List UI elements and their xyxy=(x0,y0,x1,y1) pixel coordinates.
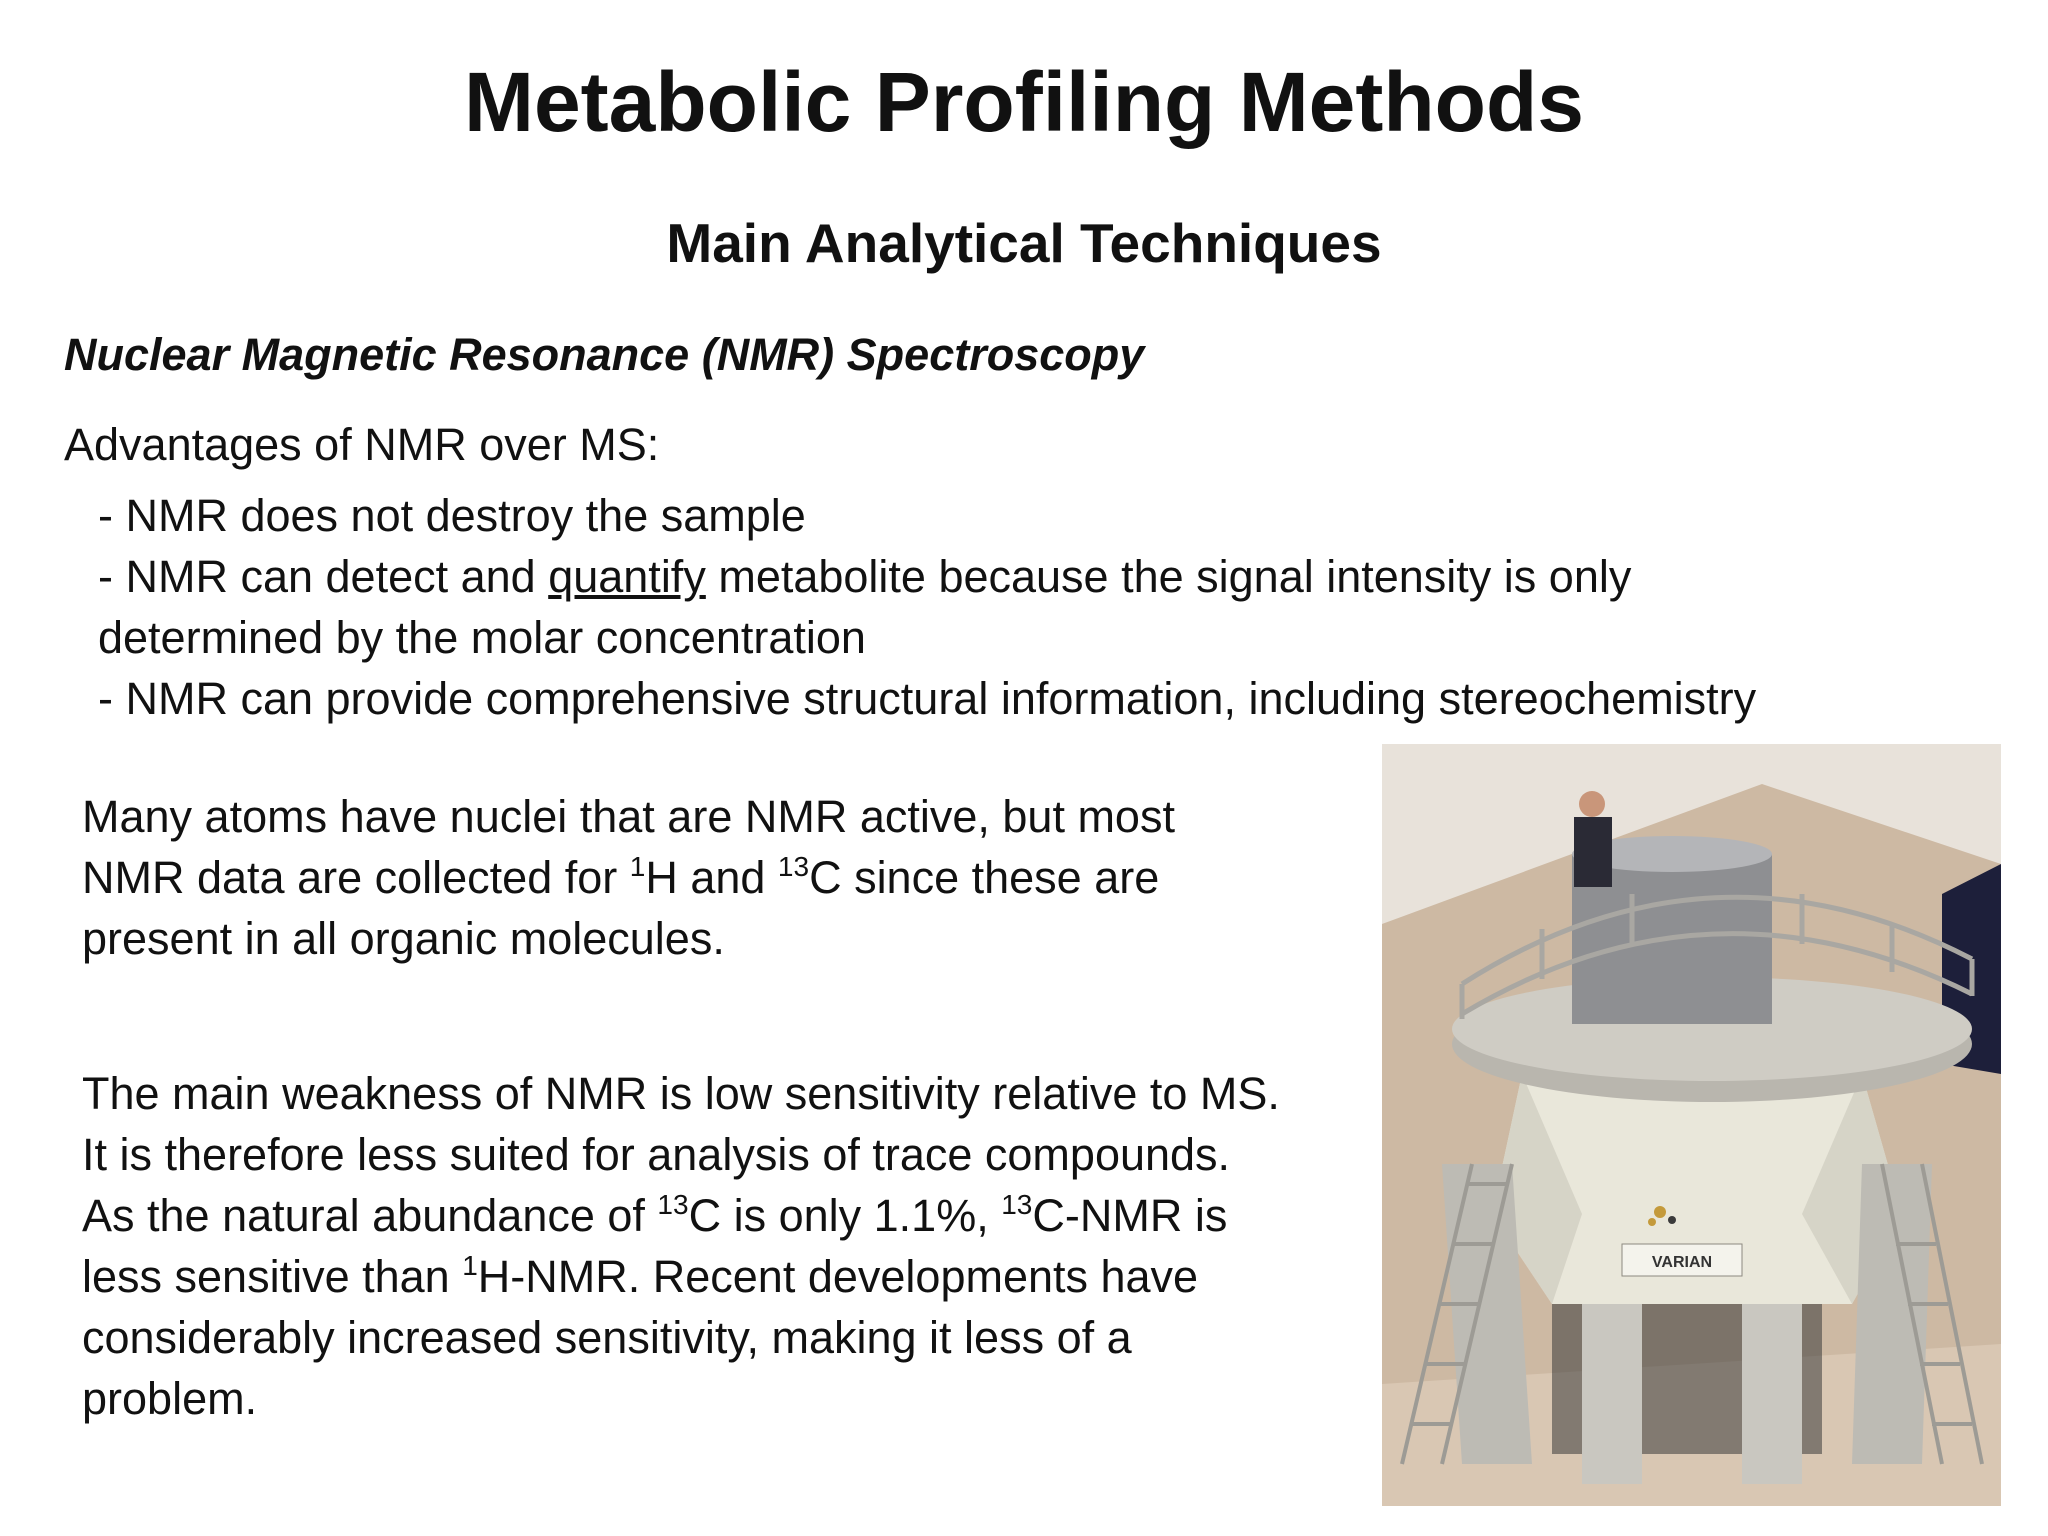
superscript: 13 xyxy=(1001,1189,1033,1221)
list-item: - NMR does not destroy the sample xyxy=(98,490,806,541)
nmr-spectrometer-photo xyxy=(1382,744,2001,1506)
paragraph-line xyxy=(82,1246,1280,1307)
paragraph-line: problem. xyxy=(82,1373,258,1424)
text: C-NMR is xyxy=(1032,1190,1228,1241)
advantages-list xyxy=(98,485,1998,729)
superscript: 1 xyxy=(462,1250,478,1282)
paragraph-line xyxy=(82,1185,1280,1246)
text: C is only 1.1%, xyxy=(688,1190,1002,1241)
superscript: 13 xyxy=(777,851,810,883)
paragraph-line: Many atoms have nuclei that are NMR active, but most xyxy=(82,791,1175,842)
text: C since these are xyxy=(809,852,1160,903)
superscript: 13 xyxy=(657,1189,689,1221)
slide-title: Metabolic Profiling Methods xyxy=(463,55,1584,149)
paragraph-weakness xyxy=(82,1063,1280,1429)
text: NMR data are collected for xyxy=(82,852,630,903)
list-item: - NMR can provide comprehensive structural information, including stereochemistry xyxy=(98,673,1757,724)
text: H-NMR. Recent developments have xyxy=(477,1251,1199,1302)
bullet-text: - NMR can detect and xyxy=(98,551,549,602)
slide-subtitle: Main Analytical Techniques xyxy=(666,212,1382,274)
photo-brand-label: VARIAN xyxy=(1651,1254,1713,1271)
text: less sensitive than xyxy=(82,1251,463,1302)
paragraph-line: considerably increased sensitivity, making it less of a xyxy=(82,1312,1132,1363)
paragraph-line xyxy=(82,847,1175,908)
text: H and xyxy=(645,852,778,903)
paragraph-nuclei xyxy=(82,786,1175,969)
superscript: 1 xyxy=(629,851,646,883)
section-heading-nmr: Nuclear Magnetic Resonance (NMR) Spectroscopy xyxy=(64,329,1145,380)
paragraph-line: It is therefore less suited for analysis of trace compounds. xyxy=(82,1129,1231,1180)
paragraph-line: The main weakness of NMR is low sensitivity relative to MS. xyxy=(82,1068,1280,1119)
text: As the natural abundance of xyxy=(82,1190,658,1241)
advantages-heading: Advantages of NMR over MS: xyxy=(64,419,660,470)
list-item xyxy=(98,546,1998,607)
paragraph-line: present in all organic molecules. xyxy=(82,913,725,964)
bullet-text: metabolite because the signal intensity is only xyxy=(705,551,1632,602)
list-item-continuation: determined by the molar concentration xyxy=(98,612,866,663)
underlined-word: quantify xyxy=(548,551,706,602)
